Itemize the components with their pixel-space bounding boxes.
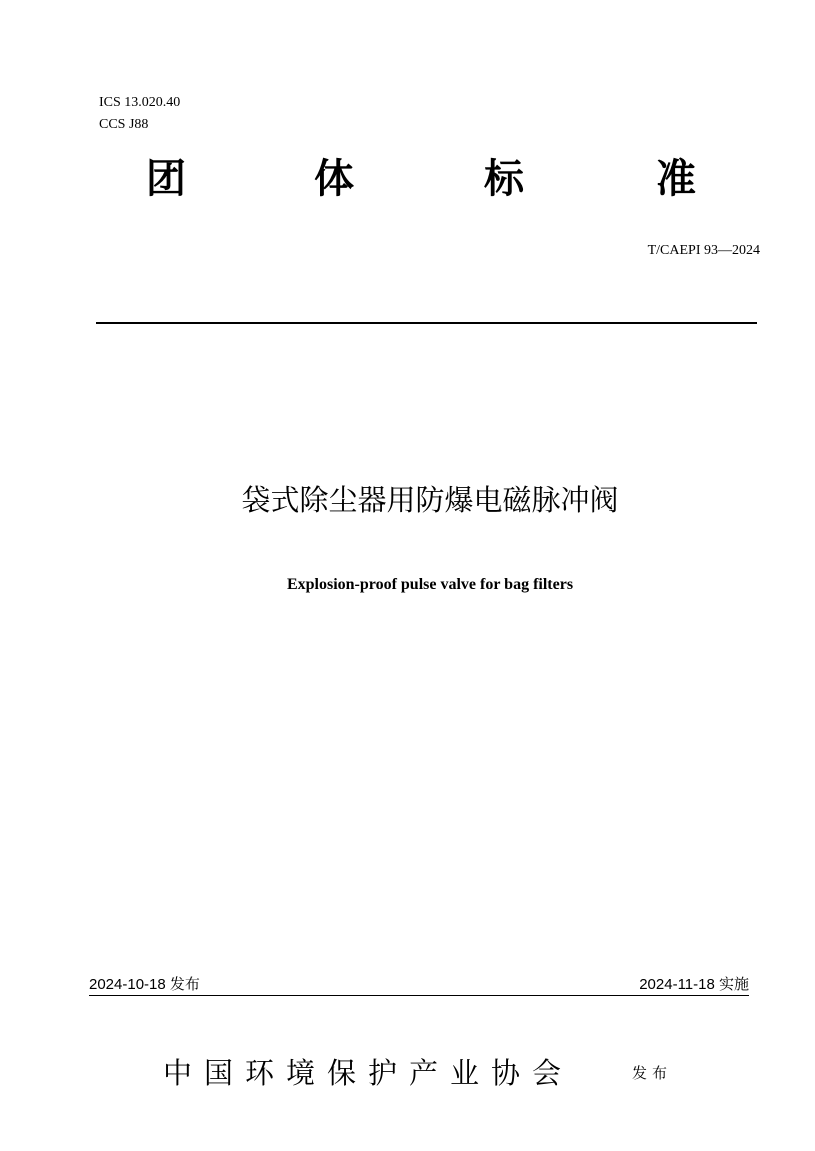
standard-type-char: 团 — [146, 156, 186, 202]
ics-code: ICS 13.020.40 — [99, 95, 181, 110]
document-title-english: Explosion-proof pulse valve for bag filters — [286, 576, 574, 593]
standard-type-char: 体 — [314, 156, 354, 202]
publisher-name: 中国环境保护产业协会 — [163, 1056, 574, 1090]
implementation-date: 2024-11-18 实施 — [639, 976, 749, 993]
document-title-chinese: 袋式除尘器用防爆电磁脉冲阀 — [241, 483, 619, 517]
standard-type-char: 准 — [656, 156, 696, 202]
ccs-code: CCS J88 — [99, 117, 149, 132]
publish-label: 发布 — [632, 1064, 673, 1082]
standard-type-char: 标 — [484, 156, 524, 202]
header-divider — [96, 322, 757, 324]
issue-date: 2024-10-18 发布 — [89, 976, 200, 993]
standard-code: T/CAEPI 93—2024 — [647, 243, 760, 258]
footer-divider — [89, 995, 749, 996]
